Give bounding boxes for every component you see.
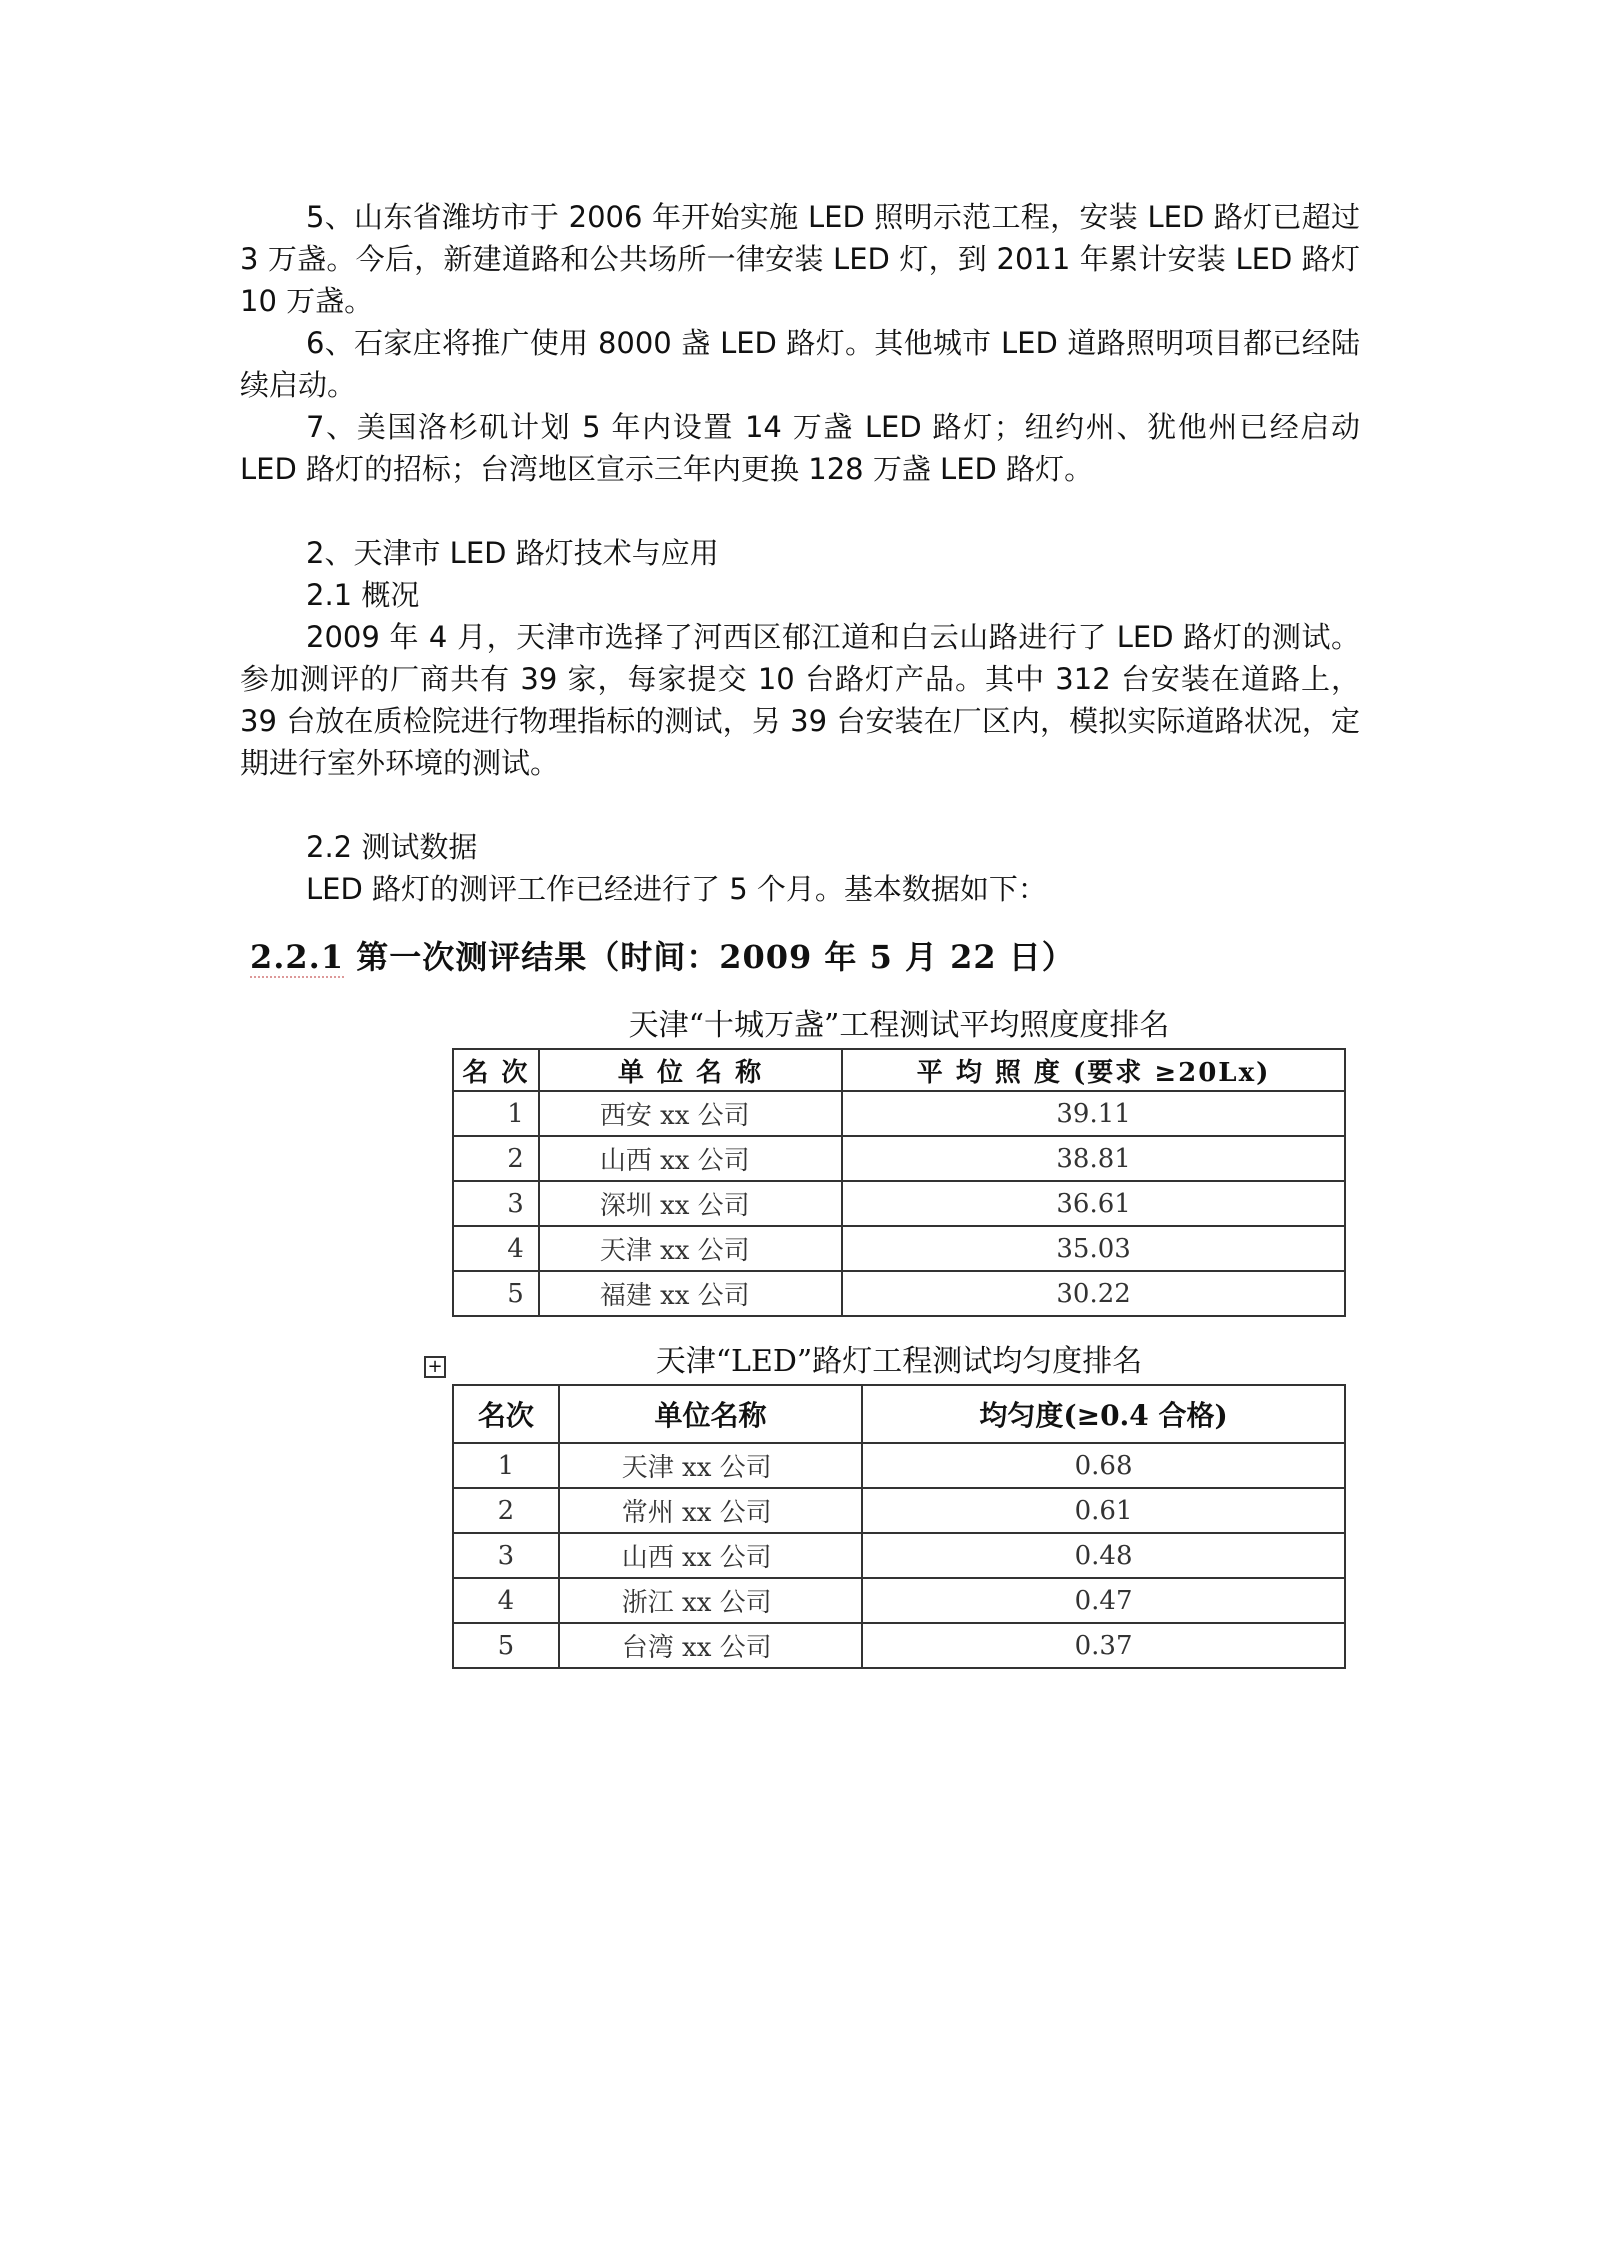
table-row (453, 1533, 1345, 1578)
table-row (453, 1181, 1345, 1226)
heading-section-2-1: 2.1 概况 (306, 578, 420, 612)
table-move-handle-icon[interactable]: + (424, 1356, 446, 1378)
cell-rank: 3 (453, 1181, 539, 1226)
cell-value: 36.61 (842, 1181, 1345, 1226)
cell-value: 0.47 (862, 1578, 1345, 1623)
cell-rank: 4 (453, 1578, 559, 1623)
cell-value: 0.61 (862, 1488, 1345, 1533)
cell-value: 0.68 (862, 1443, 1345, 1488)
header-rank: 名次 (453, 1385, 559, 1443)
section-number: 2.2.1 (250, 938, 345, 976)
table-row (453, 1136, 1345, 1181)
table-row (453, 1271, 1345, 1316)
header-company: 单位名称 (559, 1385, 862, 1443)
table-row (453, 1443, 1345, 1488)
body-text (240, 196, 1360, 910)
cell-value: 35.03 (842, 1226, 1345, 1271)
cell-company: 天津 xx 公司 (539, 1226, 842, 1271)
paragraph-item-7: 7、美国洛杉矶计划 5 年内设置 14 万盏 LED 路灯；纽约州、犹他州已经启动 LED 路灯的招标；台湾地区宣示三年内更换 128 万盏 LED 路灯。 (240, 410, 1360, 486)
header-illuminance: 平 均 照 度 (要求 ≥20Lx) (842, 1049, 1345, 1091)
table-header-row (453, 1385, 1345, 1443)
cell-rank: 1 (453, 1443, 559, 1488)
cell-rank: 5 (453, 1623, 559, 1668)
paragraph-item-6: 6、石家庄将推广使用 8000 盏 LED 路灯。其他城市 LED 道路照明项目都已经陆续启动。 (240, 326, 1360, 402)
table1-caption: 天津“十城万盏”工程测试平均照度度排名 (628, 1008, 1170, 1043)
cell-company: 山西 xx 公司 (539, 1136, 842, 1181)
paragraph-gap (240, 490, 1360, 532)
cell-company: 西安 xx 公司 (539, 1091, 842, 1136)
cell-rank: 2 (453, 1136, 539, 1181)
heading-section-2: 2、天津市 LED 路灯技术与应用 (306, 536, 719, 570)
cell-company: 浙江 xx 公司 (559, 1578, 862, 1623)
cell-company: 台湾 xx 公司 (559, 1623, 862, 1668)
cell-rank: 1 (453, 1091, 539, 1136)
header-uniformity: 均匀度(≥0.4 合格) (862, 1385, 1345, 1443)
table-row (453, 1578, 1345, 1623)
table-row (453, 1226, 1345, 1271)
cell-rank: 2 (453, 1488, 559, 1533)
cell-value: 30.22 (842, 1271, 1345, 1316)
cell-company: 福建 xx 公司 (539, 1271, 842, 1316)
cell-company: 天津 xx 公司 (559, 1443, 862, 1488)
illuminance-ranking-table (452, 1048, 1346, 1317)
table-header-row (453, 1049, 1345, 1091)
section-heading-2-2-1 (250, 932, 1075, 978)
table-row (453, 1091, 1345, 1136)
paragraph-gap (240, 784, 1360, 826)
header-company: 单 位 名 称 (539, 1049, 842, 1091)
cell-value: 38.81 (842, 1136, 1345, 1181)
cell-company: 常州 xx 公司 (559, 1488, 862, 1533)
table2-caption: 天津“LED”路灯工程测试均匀度排名 (655, 1344, 1143, 1379)
cell-rank: 3 (453, 1533, 559, 1578)
header-rank: 名 次 (453, 1049, 539, 1091)
section-title-text: 第一次测评结果（时间：2009 年 5 月 22 日） (344, 938, 1075, 976)
table-row (453, 1623, 1345, 1668)
cell-rank: 5 (453, 1271, 539, 1316)
paragraph-test-data: LED 路灯的测评工作已经进行了 5 个月。基本数据如下： (306, 872, 1047, 906)
paragraph-overview: 2009 年 4 月，天津市选择了河西区郁江道和白云山路进行了 LED 路灯的测试。参加测评的厂商共有 39 家，每家提交 10 台路灯产品。其中 312 台安装在道路上，39 台放在质检院进行物理指标的测试，另 39 台安装在厂区内，模拟实际道路状况，定期进行室外环境的测试。 (240, 620, 1360, 780)
heading-section-2-2: 2.2 测试数据 (306, 830, 478, 864)
cell-value: 39.11 (842, 1091, 1345, 1136)
cell-value: 0.37 (862, 1623, 1345, 1668)
cell-rank: 4 (453, 1226, 539, 1271)
uniformity-ranking-table (452, 1384, 1346, 1669)
cell-value: 0.48 (862, 1533, 1345, 1578)
table-row (453, 1488, 1345, 1533)
cell-company: 深圳 xx 公司 (539, 1181, 842, 1226)
cell-company: 山西 xx 公司 (559, 1533, 862, 1578)
paragraph-item-5: 5、山东省潍坊市于 2006 年开始实施 LED 照明示范工程，安装 LED 路灯已超过 3 万盏。今后，新建道路和公共场所一律安装 LED 灯，到 2011 年累计安装 LED 路灯 10 万盏。 (240, 200, 1360, 318)
